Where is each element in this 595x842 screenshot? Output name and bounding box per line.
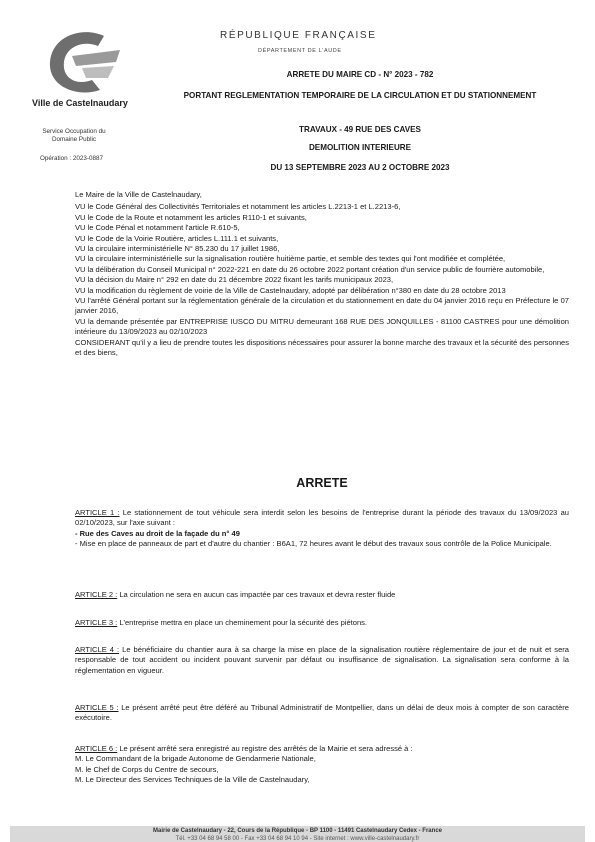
preamble-line: VU le Code de la Route et notamment les articles R110-1 et suivants, [75, 212, 307, 222]
article-label: ARTICLE 1 : [75, 508, 120, 517]
preamble-line: VU la circulaire interministérielle sur la signalisation routière huitième partie, et semble des textes qui l'ont modifiée et complétée, [75, 254, 506, 264]
article-4 [75, 645, 569, 676]
preamble-line: VU la demande présentée par ENTREPRISE IUSCO DU MITRU demeurant 168 RUE DES JONQUILLES - 81100 CASTRES pour une démolition intérieure du 13/09/2023 au 02/10/2023 [75, 316, 569, 337]
decree-subject: PORTANT REGLEMENTATION TEMPORAIRE DE LA CIRCULATION ET DU STATIONNEMENT [183, 91, 537, 100]
works-address: TRAVAUX - 49 RUE DES CAVES [299, 125, 421, 134]
article-text: La circulation ne sera en aucun cas impactée par ces travaux et devra rester fluide [117, 590, 396, 599]
preamble-line: VU le Code de la Voirie Routière, articles L.111.1 et suivants, [75, 233, 279, 243]
article-text: Le bénéficiaire du chantier aura à sa charge la mise en place de la signalisation routière réglementaire de jour et de nuit et sera responsable de tout accident ou incident pouvant survenir par défaut ou insuffisance de signalisation. La signalisation sera conforme à la réglementation en vigueur. [75, 645, 569, 675]
republic-heading: RÉPUBLIQUE FRANÇAISE [220, 30, 377, 41]
preamble-line: VU l'arrêté Général portant sur la réglementation générale de la circulation et du stationnement en date du 04 janvier 2016 reçu en Préfecture le 07 janvier 2016, [75, 296, 569, 316]
footer-contact: Tél. +33 04 68 94 58 00 - Fax +33 04 68 94 10 94 - Site internet : www.ville-castelnaudary.fr [175, 836, 420, 842]
service-label: Service Occupation du Domaine Public [42, 128, 106, 144]
preamble-line: VU la circulaire interministérielle N° 85.230 du 17 juillet 1986, [75, 244, 280, 254]
article-label: ARTICLE 4 : [75, 645, 120, 654]
recipient-item: M. le Chef de Corps du Centre de secours, [75, 764, 219, 774]
article-label: ARTICLE 2 : [75, 590, 118, 599]
preamble [75, 190, 569, 359]
article-label: ARTICLE 5 : [75, 703, 119, 712]
article-place: - Rue des Caves au droit de la façade du n° 49 [75, 528, 240, 538]
preamble-line: CONSIDERANT qu'il y a lieu de prendre toutes les dispositions nécessaires pour assurer la bonne marche des travaux et la sécurité des personnes et des biens, [75, 337, 569, 358]
article-text: Le stationnement de tout véhicule sera interdit selon les besoins de l'entreprise durant la période des travaux du 13/09/2023 au 02/10/2023, sur l'axe suivant : [75, 508, 569, 528]
article-3 [75, 618, 569, 628]
article-text: Le présent arrêté peut être déféré au Tribunal Administratif de Montpellier, dans un délai de deux mois à compter de son caractère exécutoire. [75, 703, 569, 723]
city-logo [42, 28, 126, 98]
city-name: Ville de Castelnaudary [32, 98, 128, 108]
article-text: Le présent arrêté sera enregistré au registre des arrêtés de la Mairie et sera adressé à : [117, 744, 413, 753]
works-type: DEMOLITION INTERIEURE [308, 143, 412, 152]
recipient-item: M. Le Commandant de la brigade Autonome de Gendarmerie Nationale, [75, 754, 316, 764]
preamble-line: VU le Code Pénal et notamment l'article R.610-5, [75, 223, 240, 233]
article-2 [75, 590, 569, 600]
preamble-line: Le Maire de la Ville de Castelnaudary, [75, 190, 202, 199]
article-label: ARTICLE 3 : [75, 618, 118, 627]
decree-number: ARRETE DU MAIRE CD - N° 2023 - 782 [286, 70, 434, 79]
preamble-line: VU la délibération du Conseil Municipal n° 2022-221 en date du 26 octobre 2022 portant création d'un service public de fourrière automobile, [75, 264, 545, 274]
article-6 [75, 744, 569, 786]
preamble-line: VU le Code Général des Collectivités Territoriales et notamment les articles L.2213-1 et L.2213-6, [75, 202, 401, 212]
article-text: L'entreprise mettra en place un cheminement pour la sécurité des piétons. [117, 618, 368, 627]
preamble-line: VU la décision du Maire n° 292 en date du 21 décembre 2022 fixant les tarifs municipaux 2023, [75, 275, 394, 285]
footer-address: Mairie de Castelnaudary - 22, Cours de la République - BP 1100 - 11491 Castelnaudary Cedex - France [152, 828, 442, 834]
department-heading: DÉPARTEMENT DE L'AUDE [258, 48, 342, 54]
article-1 [75, 508, 569, 550]
article-label: ARTICLE 6 : [75, 744, 118, 753]
article-signs: - Mise en place de panneaux de part et d'autre du chantier : B6A1, 72 heures avant le début des travaux sous contrôle de la Police Municipale. [75, 539, 552, 549]
operation-number: Opération : 2023-0887 [40, 155, 104, 162]
works-period: DU 13 SEPTEMBRE 2023 AU 2 OCTOBRE 2023 [270, 163, 450, 172]
preamble-line: VU la modification du règlement de voirie de la Ville de Castelnaudary, adopté par délibération n°380 en date du 28 octobre 2013 [75, 285, 506, 295]
recipient-item: M. Le Directeur des Services Techniques de la Ville de Castelnaudary, [75, 775, 310, 785]
article-5 [75, 703, 569, 724]
arrete-heading: ARRETE [296, 476, 348, 490]
